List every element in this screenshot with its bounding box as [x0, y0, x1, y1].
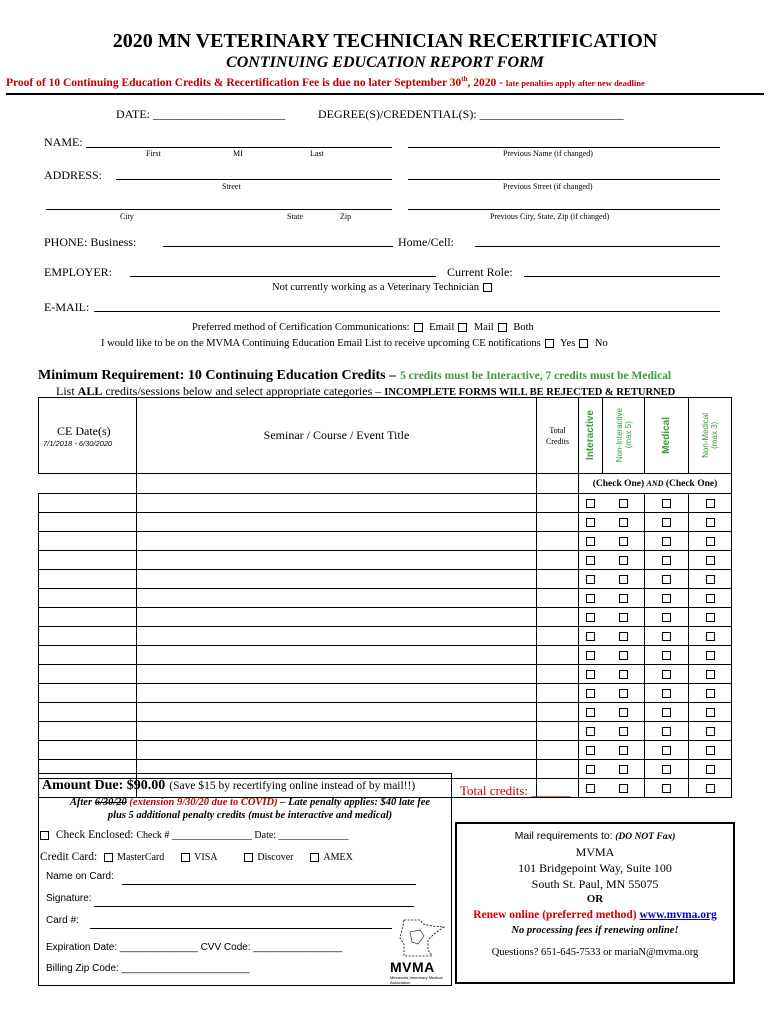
interactive-checkbox[interactable] — [586, 784, 595, 793]
ce-date-cell[interactable] — [39, 627, 137, 646]
total-credits-cell[interactable] — [537, 627, 579, 646]
preferred-method-row — [192, 322, 534, 333]
requirement-breakdown: 5 credits must be Interactive, 7 credits must be Medical — [400, 370, 672, 382]
total-credits-cell[interactable] — [537, 741, 579, 760]
ce-date-cell[interactable] — [39, 551, 137, 570]
interactive-cell[interactable] — [579, 627, 603, 646]
non-medical-checkbox[interactable] — [706, 727, 715, 736]
non-interactive-checkbox[interactable] — [619, 651, 628, 660]
email-input[interactable] — [94, 311, 720, 312]
seminar-title-cell[interactable] — [137, 608, 537, 627]
non-medical-cell[interactable] — [689, 779, 732, 798]
seminar-title-cell[interactable] — [137, 722, 537, 741]
due-notice-text: Proof of 10 Continuing Education Credits & Recertification Fee is due no later September 30 — [6, 76, 462, 89]
ce-date-cell[interactable] — [39, 570, 137, 589]
interactive-cell[interactable] — [579, 741, 603, 760]
total-credits-cell[interactable] — [537, 532, 579, 551]
page-subtitle: CONTINUING EDUCATION REPORT FORM — [226, 54, 544, 71]
current-role-label: Current Role: — [447, 265, 513, 279]
minnesota-map-icon — [390, 918, 448, 958]
interactive-checkbox[interactable] — [586, 746, 595, 755]
non-medical-checkbox[interactable] — [706, 689, 715, 698]
non-interactive-cell[interactable] — [603, 741, 645, 760]
email-list-no-checkbox[interactable] — [579, 339, 588, 348]
non-interactive-cell[interactable] — [603, 760, 645, 779]
table-row — [39, 627, 732, 646]
medical-checkbox[interactable] — [662, 518, 671, 527]
non-medical-checkbox[interactable] — [706, 632, 715, 641]
interactive-cell[interactable] — [579, 760, 603, 779]
non-medical-checkbox[interactable] — [706, 784, 715, 793]
renew-online-row — [457, 909, 733, 921]
medical-cell[interactable] — [645, 589, 689, 608]
total-credits-cell[interactable] — [537, 760, 579, 779]
non-medical-cell[interactable] — [689, 551, 732, 570]
total-credits-cell[interactable] — [537, 570, 579, 589]
medical-checkbox[interactable] — [662, 651, 671, 660]
table-header-row — [39, 398, 732, 474]
phone-business-label: PHONE: Business: — [44, 235, 137, 249]
due-notice-date: , 2020 - — [467, 76, 503, 89]
total-credits-cell[interactable] — [537, 589, 579, 608]
email-list-row — [101, 338, 608, 349]
non-medical-cell[interactable] — [689, 494, 732, 513]
seminar-title-cell[interactable] — [137, 570, 537, 589]
medical-checkbox[interactable] — [662, 575, 671, 584]
non-interactive-cell[interactable] — [603, 589, 645, 608]
ce-date-title: CE Date(s) — [57, 423, 111, 438]
non-medical-checkbox[interactable] — [706, 499, 715, 508]
non-interactive-checkbox[interactable] — [619, 784, 628, 793]
non-medical-cell[interactable] — [689, 760, 732, 779]
seminar-title-cell[interactable] — [137, 627, 537, 646]
total-credits-cell[interactable] — [537, 513, 579, 532]
ce-table — [38, 397, 732, 798]
medical-cell[interactable] — [645, 551, 689, 570]
medical-checkbox[interactable] — [662, 670, 671, 679]
total-credits-header: Total Credits — [537, 398, 579, 474]
non-medical-cell[interactable] — [689, 703, 732, 722]
interactive-checkbox[interactable] — [586, 632, 595, 641]
or-label: OR — [586, 893, 604, 905]
non-interactive-checkbox[interactable] — [619, 632, 628, 641]
mail-city: South St. Paul, MN 55075 — [531, 877, 659, 891]
seminar-title-cell[interactable] — [137, 551, 537, 570]
employer-label: EMPLOYER: — [44, 265, 113, 279]
due-notice-sup: th — [461, 75, 468, 83]
non-medical-cell[interactable] — [689, 532, 732, 551]
medical-checkbox[interactable] — [662, 613, 671, 622]
questions-contact: Questions? 651-645-7533 or mariaN@mvma.org — [491, 947, 699, 958]
total-credits-cell[interactable] — [537, 684, 579, 703]
visa-checkbox[interactable] — [181, 853, 190, 862]
table-row — [39, 684, 732, 703]
phone-business-input[interactable] — [163, 246, 393, 247]
medical-checkbox[interactable] — [662, 708, 671, 717]
due-notice — [6, 75, 766, 89]
total-credits-cell[interactable] — [537, 608, 579, 627]
non-medical-checkbox[interactable] — [706, 651, 715, 660]
non-interactive-checkbox[interactable] — [619, 575, 628, 584]
non-interactive-checkbox[interactable] — [619, 537, 628, 546]
previous-street-input[interactable] — [408, 179, 720, 180]
interactive-checkbox[interactable] — [586, 537, 595, 546]
home-cell-input[interactable] — [475, 246, 720, 247]
non-medical-cell[interactable] — [689, 646, 732, 665]
no-fees-note: No processing fees if renewing online! — [511, 925, 679, 936]
medical-cell[interactable] — [645, 779, 689, 798]
ce-date-cell[interactable] — [39, 608, 137, 627]
table-row — [39, 608, 732, 627]
not-working-text: Not currently working as a Veterinary Technician — [272, 282, 480, 293]
non-interactive-header: Non-Interactive (max 5) — [603, 398, 645, 474]
non-interactive-checkbox[interactable] — [619, 613, 628, 622]
mastercard-checkbox[interactable] — [104, 853, 113, 862]
both-option-label: Both — [513, 322, 534, 333]
ce-date-cell[interactable] — [39, 589, 137, 608]
street-input[interactable] — [116, 179, 392, 180]
ce-date-cell[interactable] — [39, 513, 137, 532]
non-medical-cell[interactable] — [689, 589, 732, 608]
medical-cell[interactable] — [645, 494, 689, 513]
medical-checkbox[interactable] — [662, 632, 671, 641]
mvma-logo-text: MVMA — [390, 959, 435, 975]
expiration-cvv-field[interactable]: Expiration Date: ______________ CVV Code: ________________ — [46, 942, 343, 953]
interactive-cell[interactable] — [579, 513, 603, 532]
mvma-website-link[interactable]: www.mvma.org — [639, 909, 717, 921]
medical-cell[interactable] — [645, 608, 689, 627]
medical-cell[interactable] — [645, 513, 689, 532]
interactive-cell[interactable] — [579, 684, 603, 703]
degree-field[interactable]: DEGREE(S)/CREDENTIAL(S): ________________________ — [318, 107, 624, 121]
billing-zip-field[interactable]: Billing Zip Code: _______________________ — [46, 963, 250, 974]
non-medical-cell[interactable] — [689, 684, 732, 703]
non-medical-cell[interactable] — [689, 570, 732, 589]
medical-cell[interactable] — [645, 646, 689, 665]
mail-street: 101 Bridgepoint Way, Suite 100 — [518, 861, 672, 875]
current-role-input[interactable] — [524, 276, 720, 277]
medical-checkbox[interactable] — [662, 765, 671, 774]
name-on-card-input[interactable] — [122, 884, 416, 885]
non-interactive-checkbox[interactable] — [619, 746, 628, 755]
seminar-header: Seminar / Course / Event Title — [137, 398, 537, 474]
interactive-checkbox[interactable] — [586, 575, 595, 584]
email-option-label: Email — [429, 322, 455, 333]
non-interactive-cell[interactable] — [603, 627, 645, 646]
state-label: State — [287, 212, 303, 221]
non-medical-cell[interactable] — [689, 627, 732, 646]
non-medical-cell[interactable] — [689, 608, 732, 627]
interactive-cell[interactable] — [579, 570, 603, 589]
previous-city-label: Previous City, State, Zip (if changed) — [490, 212, 610, 221]
amount-due-value: Amount Due: $90.00 — [42, 778, 166, 793]
card-number-label: Card #: — [46, 915, 79, 926]
both-checkbox[interactable] — [498, 323, 507, 332]
street-label: Street — [222, 182, 241, 191]
city-label: City — [120, 212, 134, 221]
mvma-logo — [390, 918, 448, 985]
non-medical-cell[interactable] — [689, 665, 732, 684]
non-medical-checkbox[interactable] — [706, 537, 715, 546]
ce-date-cell[interactable] — [39, 703, 137, 722]
interactive-cell[interactable] — [579, 779, 603, 798]
ce-date-cell[interactable] — [39, 722, 137, 741]
previous-name-input[interactable] — [408, 147, 720, 148]
ce-date-cell[interactable] — [39, 684, 137, 703]
ce-date-cell[interactable] — [39, 646, 137, 665]
non-interactive-cell[interactable] — [603, 703, 645, 722]
check-enclosed-label: Check Enclosed: — [55, 829, 134, 841]
check-enclosed-checkbox[interactable] — [40, 831, 49, 840]
interactive-checkbox[interactable] — [586, 651, 595, 660]
interactive-cell[interactable] — [579, 589, 603, 608]
seminar-title-cell[interactable] — [137, 703, 537, 722]
city-state-zip-input[interactable] — [46, 209, 392, 210]
non-interactive-checkbox[interactable] — [619, 765, 628, 774]
non-medical-cell[interactable] — [689, 741, 732, 760]
late-penalty-note: After 6/30/20 (extension 9/30/20 due to COVID) – Late penalty applies: $40 late fee plus 5 additional penalty credits (must be interactive and medical) — [69, 797, 431, 821]
medical-cell[interactable] — [645, 703, 689, 722]
interactive-checkbox[interactable] — [586, 727, 595, 736]
address-label: ADDRESS: — [44, 168, 103, 182]
medical-cell[interactable] — [645, 741, 689, 760]
last-label: Last — [310, 149, 324, 158]
non-interactive-checkbox[interactable] — [619, 518, 628, 527]
non-medical-checkbox[interactable] — [706, 518, 715, 527]
non-medical-checkbox[interactable] — [706, 746, 715, 755]
incomplete-warning: INCOMPLETE FORMS WILL BE REJECTED & RETURNED — [384, 387, 676, 398]
total-credits-field[interactable]: Total credits: ______ — [460, 783, 571, 798]
mvma-logo-subtitle: Minnesota Veterinary Medical Association — [390, 975, 443, 985]
interactive-cell[interactable] — [579, 551, 603, 570]
table-row — [39, 570, 732, 589]
table-row — [39, 741, 732, 760]
signature-input[interactable] — [94, 906, 414, 907]
ce-date-cell[interactable] — [39, 532, 137, 551]
non-interactive-cell[interactable] — [603, 684, 645, 703]
previous-name-label: Previous Name (if changed) — [503, 149, 593, 158]
ce-date-cell[interactable] — [39, 494, 137, 513]
non-interactive-cell[interactable] — [603, 722, 645, 741]
yes-label: Yes — [560, 338, 576, 349]
date-field[interactable]: DATE: ______________________ — [116, 107, 285, 121]
total-credits-cell[interactable] — [537, 703, 579, 722]
non-medical-checkbox[interactable] — [706, 708, 715, 717]
table-row — [39, 646, 732, 665]
non-medical-cell[interactable] — [689, 722, 732, 741]
non-interactive-cell[interactable] — [603, 570, 645, 589]
non-interactive-cell[interactable] — [603, 551, 645, 570]
mail-requirements: Mail requirements to: (DO NOT Fax) — [514, 830, 676, 842]
medical-checkbox[interactable] — [662, 499, 671, 508]
previous-city-input[interactable] — [408, 209, 720, 210]
non-interactive-checkbox[interactable] — [619, 670, 628, 679]
credit-card-label: Credit Card: — [40, 851, 98, 863]
previous-street-label: Previous Street (if changed) — [503, 182, 593, 191]
medical-cell[interactable] — [645, 684, 689, 703]
page-title: 2020 MN VETERINARY TECHNICIAN RECERTIFICATION — [112, 30, 658, 52]
check-number-field[interactable]: Check # ________________ Date: ______________ — [136, 830, 349, 841]
non-interactive-cell[interactable] — [603, 532, 645, 551]
seminar-title-cell[interactable] — [137, 589, 537, 608]
non-medical-header: Non-Medical (max 3) — [689, 398, 732, 474]
medical-cell[interactable] — [645, 627, 689, 646]
table-row — [39, 532, 732, 551]
old-deadline: 6/30/20 — [94, 797, 127, 808]
mail-option-label: Mail — [473, 322, 494, 333]
non-interactive-cell[interactable] — [603, 494, 645, 513]
first-label: First — [146, 149, 161, 158]
total-credits-cell[interactable] — [537, 722, 579, 741]
interactive-checkbox[interactable] — [586, 499, 595, 508]
mi-label: MI — [233, 149, 243, 158]
medical-checkbox[interactable] — [662, 537, 671, 546]
table-row — [39, 665, 732, 684]
non-medical-checkbox[interactable] — [706, 575, 715, 584]
medical-checkbox[interactable] — [662, 594, 671, 603]
non-interactive-cell[interactable] — [603, 665, 645, 684]
requirement-heading-text: Minimum Requirement: 10 Continuing Education Credits – — [38, 368, 397, 383]
non-medical-checkbox[interactable] — [706, 670, 715, 679]
total-credits-cell[interactable] — [537, 551, 579, 570]
non-interactive-checkbox[interactable] — [619, 689, 628, 698]
interactive-checkbox[interactable] — [586, 518, 595, 527]
non-interactive-checkbox[interactable] — [619, 499, 628, 508]
interactive-checkbox[interactable] — [586, 556, 595, 565]
mail-org: MVMA — [575, 845, 615, 859]
check-one-note: (Check One) AND (Check One) — [579, 474, 732, 494]
seminar-title-cell[interactable] — [137, 646, 537, 665]
home-cell-label: Home/Cell: — [398, 235, 454, 249]
seminar-title-cell[interactable] — [137, 532, 537, 551]
table-row — [39, 722, 732, 741]
non-interactive-cell[interactable] — [603, 608, 645, 627]
table-row — [39, 589, 732, 608]
medical-cell[interactable] — [645, 760, 689, 779]
not-working-option[interactable] — [272, 282, 496, 293]
seminar-title-cell[interactable] — [137, 513, 537, 532]
medical-cell[interactable] — [645, 570, 689, 589]
table-row — [39, 494, 732, 513]
table-row — [39, 513, 732, 532]
seminar-title-cell[interactable] — [137, 665, 537, 684]
table-row — [39, 703, 732, 722]
medical-header: Medical — [645, 398, 689, 474]
non-medical-checkbox[interactable] — [706, 613, 715, 622]
interactive-cell[interactable] — [579, 646, 603, 665]
name-input[interactable] — [86, 147, 392, 148]
extension-note: (extension 9/30/20 due to COVID) — [129, 797, 278, 808]
interactive-cell[interactable] — [579, 494, 603, 513]
interactive-cell[interactable] — [579, 532, 603, 551]
seminar-title-cell[interactable] — [137, 494, 537, 513]
check-one-row — [39, 474, 732, 494]
seminar-title-cell[interactable] — [137, 684, 537, 703]
email-label: E-MAIL: — [44, 300, 90, 314]
medical-checkbox[interactable] — [662, 784, 671, 793]
zip-label: Zip — [340, 212, 352, 221]
preferred-method-label: Preferred method of Certification Communications: — [192, 322, 410, 333]
email-list-label: I would like to be on the MVMA Continuing Education Email List to receive upcoming CE notifications — [101, 338, 541, 349]
interactive-header: Interactive — [579, 398, 603, 474]
no-label: No — [594, 338, 608, 349]
medical-checkbox[interactable] — [662, 746, 671, 755]
amex-checkbox[interactable] — [310, 853, 319, 862]
check-enclosed-row — [40, 829, 349, 841]
late-notice: late penalties apply after new deadline — [505, 77, 645, 88]
ce-date-cell[interactable] — [39, 665, 137, 684]
name-on-card-label: Name on Card: — [46, 871, 114, 882]
interactive-checkbox[interactable] — [586, 708, 595, 717]
name-label: NAME: — [44, 135, 83, 149]
non-interactive-cell[interactable] — [603, 513, 645, 532]
interactive-cell[interactable] — [579, 722, 603, 741]
interactive-checkbox[interactable] — [586, 670, 595, 679]
total-credits-cell[interactable] — [537, 665, 579, 684]
interactive-cell[interactable] — [579, 665, 603, 684]
mail-checkbox[interactable] — [458, 323, 467, 332]
date-range: 7/1/2018 - 6/30/2020 — [43, 438, 113, 448]
interactive-checkbox[interactable] — [586, 613, 595, 622]
interactive-cell[interactable] — [579, 703, 603, 722]
non-medical-checkbox[interactable] — [706, 594, 715, 603]
non-interactive-checkbox[interactable] — [619, 708, 628, 717]
renew-online-label: Renew online (preferred method) — [473, 909, 637, 921]
interactive-checkbox[interactable] — [586, 594, 595, 603]
amount-due — [42, 776, 415, 794]
non-medical-checkbox[interactable] — [706, 765, 715, 774]
total-credits-cell[interactable] — [537, 494, 579, 513]
interactive-cell[interactable] — [579, 608, 603, 627]
employer-input[interactable] — [130, 276, 436, 277]
non-interactive-cell[interactable] — [603, 646, 645, 665]
interactive-checkbox[interactable] — [586, 689, 595, 698]
discover-checkbox[interactable] — [244, 853, 253, 862]
medical-checkbox[interactable] — [662, 727, 671, 736]
header-divider — [6, 93, 764, 95]
non-interactive-checkbox[interactable] — [619, 594, 628, 603]
not-working-checkbox[interactable] — [483, 283, 492, 292]
table-row — [39, 551, 732, 570]
credit-card-row: Credit Card: MasterCard VISA Discover AMEX — [40, 851, 353, 863]
medical-checkbox[interactable] — [662, 556, 671, 565]
non-interactive-cell[interactable] — [603, 779, 645, 798]
list-instructions: List ALL credits/sessions below and select appropriate categories – INCOMPLETE FORMS WILL BE REJECTED & RETURNED — [56, 384, 676, 398]
medical-cell[interactable] — [645, 722, 689, 741]
non-medical-checkbox[interactable] — [706, 556, 715, 565]
medical-cell[interactable] — [645, 665, 689, 684]
requirement-heading — [38, 366, 671, 384]
seminar-title-cell[interactable] — [137, 741, 537, 760]
total-credits-cell[interactable] — [537, 646, 579, 665]
non-medical-cell[interactable] — [689, 513, 732, 532]
non-interactive-checkbox[interactable] — [619, 556, 628, 565]
email-checkbox[interactable] — [414, 323, 423, 332]
signature-label: Signature: — [46, 893, 92, 904]
non-interactive-checkbox[interactable] — [619, 727, 628, 736]
card-number-input[interactable] — [90, 928, 392, 929]
save-note: (Save $15 by recertifying online instead of by mail!!) — [169, 780, 416, 792]
ce-date-header — [39, 398, 137, 474]
medical-cell[interactable] — [645, 532, 689, 551]
interactive-checkbox[interactable] — [586, 765, 595, 774]
no-fax-note: (DO NOT Fax) — [615, 832, 676, 842]
medical-checkbox[interactable] — [662, 689, 671, 698]
email-list-yes-checkbox[interactable] — [545, 339, 554, 348]
ce-date-cell[interactable] — [39, 741, 137, 760]
